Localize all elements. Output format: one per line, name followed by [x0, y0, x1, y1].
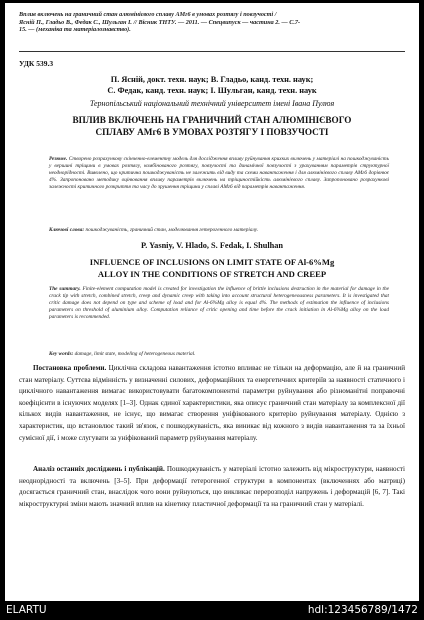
title-en-line: ALLOY IN THE CONDITIONS OF STRETCH AND CREEP: [97, 269, 327, 279]
paragraph-literature-review: [19, 464, 405, 510]
abstract-uk-label: Резюме.: [49, 156, 68, 162]
keywords-uk-label: Ключові слова:: [49, 227, 85, 233]
keywords-uk: [49, 227, 389, 233]
document-page: [5, 3, 419, 601]
title-en-line: INFLUENCE OF INCLUSIONS ON LIMIT STATE OF Al-6%Mg: [89, 257, 335, 267]
paragraph-problem-statement: [19, 363, 405, 444]
citation-line: 15. — (механіка та матеріалознавство).: [19, 26, 131, 34]
title-uk-line: ВПЛИВ ВКЛЮЧЕНЬ НА ГРАНИЧНИЙ СТАН АЛЮМІНІЄВОГО: [72, 115, 352, 125]
handle-identifier[interactable]: hdl:123456789/1472: [307, 604, 418, 616]
repository-name: ELARTU: [6, 604, 47, 616]
authors-uk-line: П. Ясній, докт. техн. наук; В. Гладьо, канд. техн. наук;: [110, 75, 314, 84]
authors-en: P. Yasniy, V. Hlado, S. Fedak, I. Shulhan: [140, 241, 284, 250]
authors-uk: [15, 74, 409, 96]
udk-code: УДК 539.3: [19, 59, 54, 68]
keywords-en-label: Key words:: [49, 351, 74, 357]
abstract-en: [49, 286, 389, 321]
paragraph-text: Пошкоджуваність у матеріалі істотно залежить від мікроструктури, наявності неоднорідності та включень [3–5]. При деформації гетерогенної структури в компонентах (включеннях або матриці) досягається граничний стан, внаслідок чого вони руйнуються, що викликає перерозподіл напружень і деформацій [6, 7]. Такі мікроструктурні зміни мають значний вплив на кінетику пластичної деформації та на граничний стан у матеріалі.: [19, 465, 405, 508]
abstract-uk: [49, 156, 389, 191]
institution: Тернопільський національний технічний університет імені Івана Пулюя: [89, 99, 335, 108]
citation-line: Вплив включень на граничний стан алюмінієвого сплаву АМг6 в умовах розтягу і повзучості /: [19, 11, 277, 18]
title-uk-line: СПЛАВУ АМг6 В УМОВАХ РОЗТЯГУ І ПОВЗУЧОСТІ: [95, 127, 329, 137]
viewer-footer: [0, 601, 424, 620]
paragraph-label: Аналіз останніх досліджень і публікацій.: [33, 465, 165, 473]
paragraph-text: Циклічна складова навантаження істотно впливає не тільки на деформацію, але й на граничний стан матеріалу. Суттєва відмінність у визначенні силових, деформаційних та енергетичних критеріїв за наявності статичного і циклічного навантаження вимагає використовувати багатокомпонентні параметри руйнування або різноманітні поправочні коефіцієнти в існуючих моделях [1–3]. Однак єдиної характеристики, яка описує граничний стан матеріалу за комплексної дії кількох видів навантаження, не існує, що вимагає створення уніфікованого критерію руйнування матеріалу. Однією з характеристик, що встановлює такий зв'язок, є пошкоджуваність, яка виникає від кожного з видів навантаження та за їхньої сумісної дії, і може слугувати за уніфікований параметр руйнування матеріалу.: [19, 364, 405, 442]
title-en: [15, 256, 409, 280]
title-uk: [15, 114, 409, 138]
abstract-uk-text: Створено розрахункову скінченно-елементну модель для дослідження впливу руйнування крихких включень у матеріалі на пошкоджуваність у вершині тріщини в умовах розтягу, комбінованого розтягу, повзучості та динамічної повзучості з урахуванням параметрів структурної неоднорідності. Виявлено, що критична пошкоджуваність не залежить від виду та схеми навантаження і для алюмінієвого сплаву АМг6 дорівнює 4%. Запропоновано методику оцінювання впливу параметрів включень на тріщиностійкість алюмінієвого сплаву. Запропоновано розрахункові залежності критичного розкриття та часу до зрушення тріщини у сплаві АМг6 від параметрів навантаження.: [49, 156, 389, 191]
paragraph-label: Постановка проблеми.: [33, 364, 107, 372]
authors-uk-line: С. Федак, канд. техн. наук; І. Шульган, канд. техн. наук: [107, 86, 317, 95]
abstract-en-label: The summary.: [49, 286, 81, 292]
header-divider: [19, 51, 405, 52]
keywords-en-text: damage, limit state, modeling of heterogeneous material.: [74, 351, 196, 357]
citation-line: Ясній П., Гладьо В., Федак С., Шульган І. // Вісник ТНТУ. — 2011. — Спецвипуск — частина 2. — С.7-: [19, 18, 301, 26]
keywords-en: [49, 351, 389, 357]
keywords-uk-text: пошкоджуваність, граничний стан, моделювання гетерогенного матеріалу.: [85, 227, 259, 233]
citation-header: [19, 11, 405, 34]
abstract-en-text: Finite-element computation model is created for investigation the influence of brittle inclusions destruction in the material for damage in the crack tip with stretch, combined stretch, creep and dynamic creep with taking into account structural heterogeneousness parameters. It is investigated that critic damage does not depend on type and scheme of load and for Al-6%Mg alloy is equal 4%. The methods of estimation the influence of inclusions parameters on threshold of aluminium alloy. Computation reliance of critic opening and time before the crack initiation in Al-6%Mg alloy on the load parameters is recommended.: [49, 286, 389, 321]
